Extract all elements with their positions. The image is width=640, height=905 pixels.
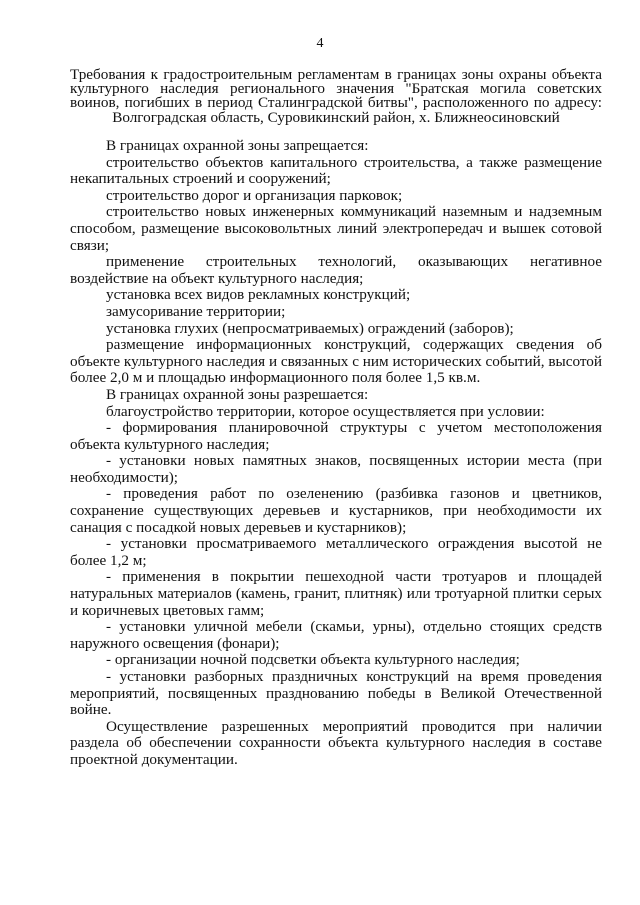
paragraph: - установки уличной мебели (скамьи, урны), отдельно стоящих средств наружного освещения (фонари); — [70, 618, 602, 652]
paragraph: - установки просматриваемого металлического ограждения высотой не более 1,2 м; — [70, 535, 602, 569]
paragraph-permitted-heading: В границах охранной зоны разрешается: — [106, 385, 369, 403]
paragraph: - проведения работ по озеленению (разбивка газонов и цветников, сохранение существующих деревьев и кустарников, при необходимости их санация с посадкой новых деревьев и кустарников); — [70, 485, 602, 536]
paragraph: замусоривание территории; — [106, 302, 286, 320]
paragraph: размещение информационных конструкций, содержащих сведения об объекте культурного наследия и связанных с ним исторических событий, высотой более 2,0 м и площадью информационного поля более 1,5 кв.м. — [70, 336, 602, 387]
paragraph-prohibited-heading: В границах охранной зоны запрещается: — [106, 137, 369, 154]
document-body — [70, 138, 602, 769]
paragraph: установка всех видов рекламных конструкций; — [106, 286, 411, 304]
paragraph: - формирования планировочной структуры с учетом местоположения объекта культурного наследия; — [70, 419, 602, 453]
document-title: Требования к градостроительным регламентам в границах зоны охраны объекта культурного наследия регионального значения "Братская могила советских воинов, погибших в период Сталинградской битвы", расположенного по адресу: Волгоградская область, Суровикинский район, х. Ближнеосиновский — [70, 66, 602, 126]
paragraph: строительство дорог и организация парковок; — [106, 186, 403, 204]
paragraph: строительство объектов капитального строительства, а также размещение некапитальных строений и сооружений; — [70, 153, 602, 188]
paragraph: - установки новых памятных знаков, посвященных истории места (при необходимости); — [70, 452, 602, 486]
paragraph: строительство новых инженерных коммуникаций наземным и надземным способом, размещение высоковольтных линий электропередач и вышек сотовой связи; — [70, 203, 602, 254]
paragraph: - установки разборных праздничных конструкций на время проведения мероприятий, посвященных празднованию победы в Великой Отечественной войне. — [70, 668, 602, 719]
paragraph: - применения в покрытии пешеходной части тротуаров и площадей натуральных материалов (камень, гранит, плитняк) или тротуарной плитки серых и коричневых цветовых гамм; — [70, 568, 602, 619]
paragraph: - организации ночной подсветки объекта культурного наследия; — [106, 651, 520, 669]
paragraph-closing: Осуществление разрешенных мероприятий проводится при наличии раздела об обеспечении сохранности объекта культурного наследия в составе проектной документации. — [70, 717, 602, 768]
paragraph: благоустройство территории, которое осуществляется при условии: — [106, 402, 545, 420]
paragraph: установка глухих (непросматриваемых) ограждений (заборов); — [106, 319, 514, 337]
paragraph: применение строительных технологий, оказывающих негативное воздействие на объект культурного наследия; — [70, 253, 602, 287]
page-number: 4 — [316, 36, 324, 51]
